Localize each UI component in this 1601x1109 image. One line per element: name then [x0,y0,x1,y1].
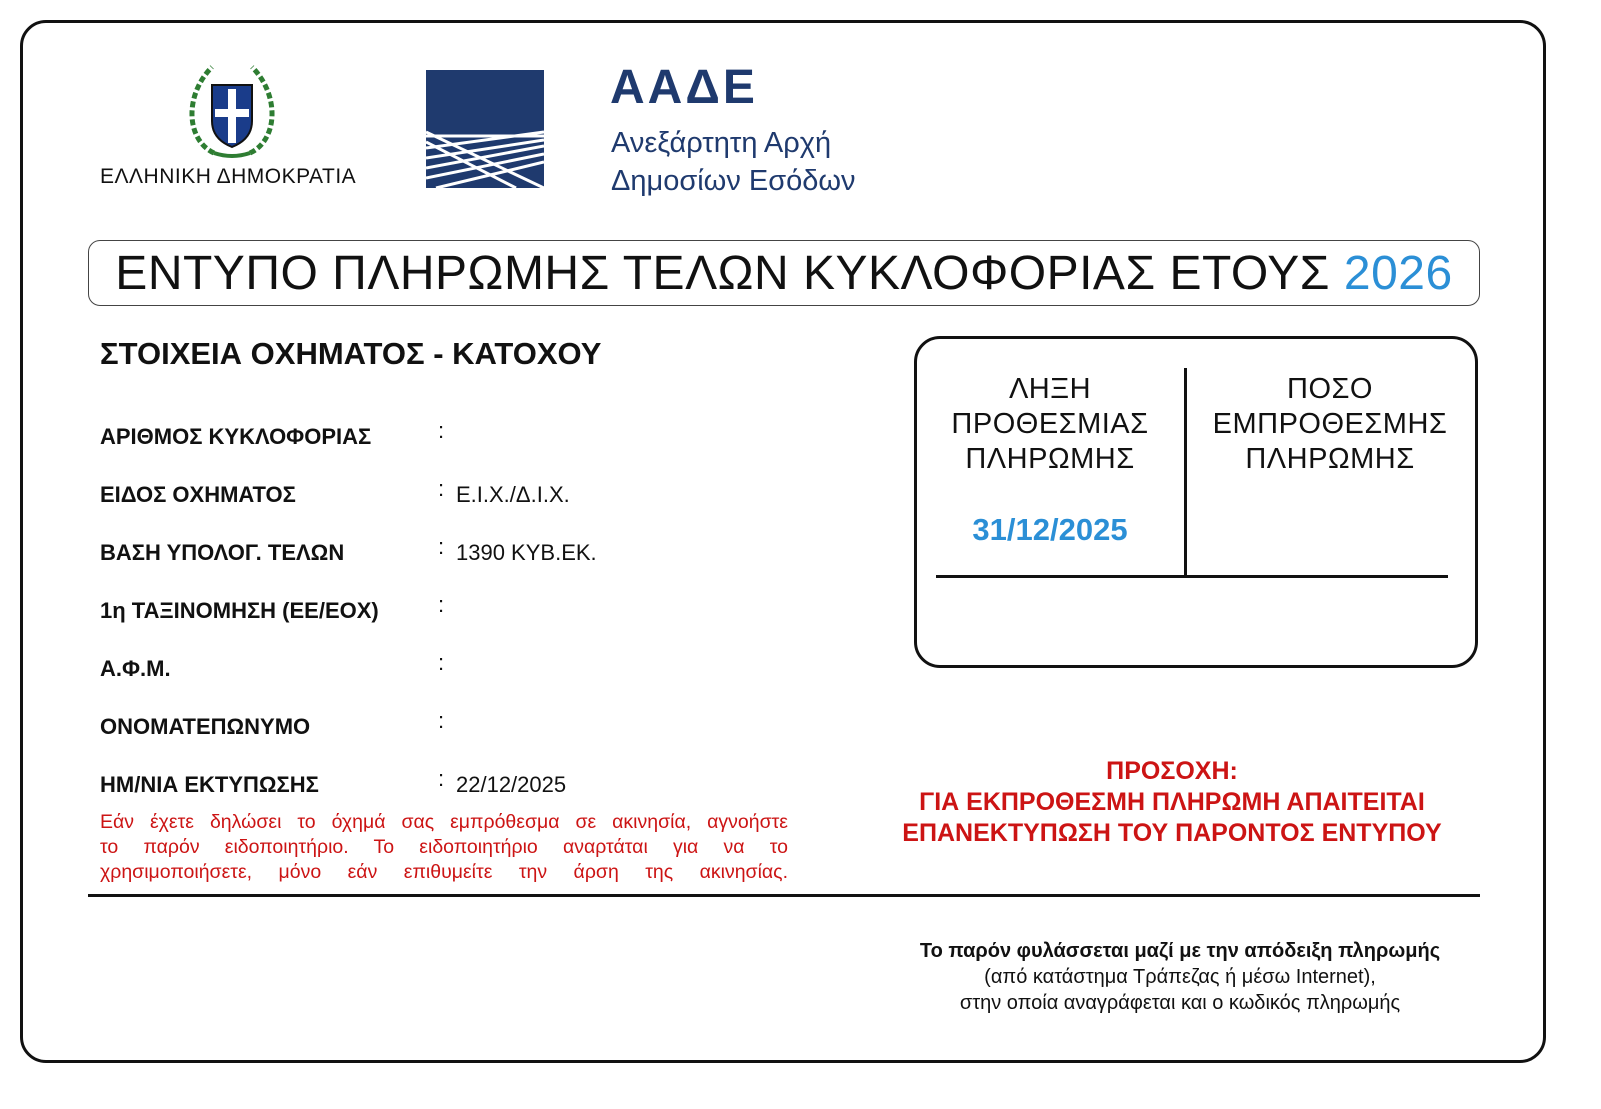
field-label: Α.Φ.Μ. [100,656,171,681]
amount-header-line: ΠΛΗΡΩΜΗΣ [1245,443,1415,475]
deadline-date: 31/12/2025 [972,512,1128,547]
field-label: ΟΝΟΜΑΤΕΠΩΝΥΜΟ [100,714,311,739]
deadline-header-line: ΛΗΞΗ [1008,373,1092,405]
field-row-first-registration [100,594,860,628]
field-separator: : [438,592,445,617]
field-separator: : [438,708,445,733]
field-separator: : [438,650,445,675]
field-separator: : [438,476,445,501]
footer-note [880,938,1480,1016]
footer-line: στην οποία αναγράφεται και ο κωδικός πληρωμής [959,992,1401,1014]
field-row-plate [100,420,860,454]
aade-name-line2: Δημοσίων Εσόδων [611,165,856,197]
aade-name-line1: Ανεξάρτητη Αρχή [611,127,832,159]
footer-line: (από κατάστημα Τράπεζας ή μέσω Internet), [984,966,1376,988]
warning-title: ΠΡΟΣΟΧΗ: [1106,757,1238,785]
aade-full-name [611,124,856,200]
field-value: Ε.Ι.Χ./Δ.Ι.Χ. [456,482,570,507]
aade-logo-icon [426,70,544,188]
deadline-header [936,372,1164,477]
field-label: ΑΡΙΘΜΟΣ ΚΥΚΛΟΦΟΡΙΑΣ [100,424,372,449]
field-separator: : [438,534,445,559]
document-title: ΕΝΤΥΠΟ ΠΛΗΡΩΜΗΣ ΤΕΛΩΝ ΚΥΚΛΟΦΟΡΙΑΣ ΕΤΟΥΣ [115,246,1330,300]
warning-line: ΓΙΑ ΕΚΠΡΟΘΕΣΜΗ ΠΛΗΡΩΜΗ ΑΠΑΙΤΕΙΤΑΙ [919,788,1425,816]
government-name: ΕΛΛΗΝΙΚΗ ΔΗΜΟΚΡΑΤΙΑ [100,165,357,188]
footer-divider [88,894,1480,897]
field-separator: : [438,766,445,791]
field-label: ΒΑΣΗ ΥΠΟΛΟΓ. ΤΕΛΩΝ [100,540,345,565]
field-row-print-date [100,768,860,802]
field-value: 1390 ΚΥΒ.ΕΚ. [456,540,597,565]
aade-acronym: ΑΑΔΕ [610,61,758,114]
notice-line: Εάν έχετε δηλώσει το όχημά σας εμπρόθεσμα σε ακινησία, αγνοήστε [100,811,788,833]
deadline-header-line: ΠΛΗΡΩΜΗΣ [965,443,1135,475]
field-row-tax-id [100,652,860,686]
field-row-owner-name [100,710,860,744]
field-label: ΗΜ/ΝΙΑ ΕΚΤΥΠΩΣΗΣ [100,772,319,797]
notice-line: το παρόν ειδοποιητήριο. Το ειδοποιητήριο αναρτάται για να το [100,836,788,858]
field-value: 22/12/2025 [456,772,567,797]
notice-line: χρησιμοποιήσετε, μόνο εάν επιθυμείτε την άρση της ακινησίας. [100,861,788,883]
late-payment-warning [872,756,1472,849]
deadline-header-line: ΠΡΟΘΕΣΜΙΑΣ [951,408,1149,440]
footer-line: Το παρόν φυλάσσεται μαζί με την απόδειξη πληρωμής [919,940,1441,962]
payment-box-horizontal-divider [936,575,1448,578]
payment-box-vertical-divider [1184,368,1187,578]
field-separator: : [438,418,445,443]
hellenic-republic-seal-icon [184,55,280,161]
field-row-fee-basis [100,536,860,570]
amount-header-line: ΕΜΠΡΟΘΕΣΜΗΣ [1212,408,1448,440]
document-title-box [88,240,1480,306]
field-label: ΕΙΔΟΣ ΟΧΗΜΑΤΟΣ [100,482,296,507]
amount-header [1196,372,1464,477]
vehicle-owner-heading: ΣΤΟΙΧΕΙΑ ΟΧΗΜΑΤΟΣ - ΚΑΤΟΧΟΥ [100,336,602,371]
document-year: 2026 [1343,246,1453,300]
warning-line: ΕΠΑΝΕΚΤΥΠΩΣΗ ΤΟΥ ΠΑΡΟΝΤΟΣ ΕΝΤΥΠΟΥ [902,819,1442,847]
amount-header-line: ΠΟΣΟ [1287,373,1373,405]
field-label: 1η ΤΑΞΙΝΟΜΗΣΗ (ΕΕ/ΕΟΧ) [100,598,379,623]
field-row-vehicle-type [100,478,860,512]
immobilization-notice [100,810,788,885]
